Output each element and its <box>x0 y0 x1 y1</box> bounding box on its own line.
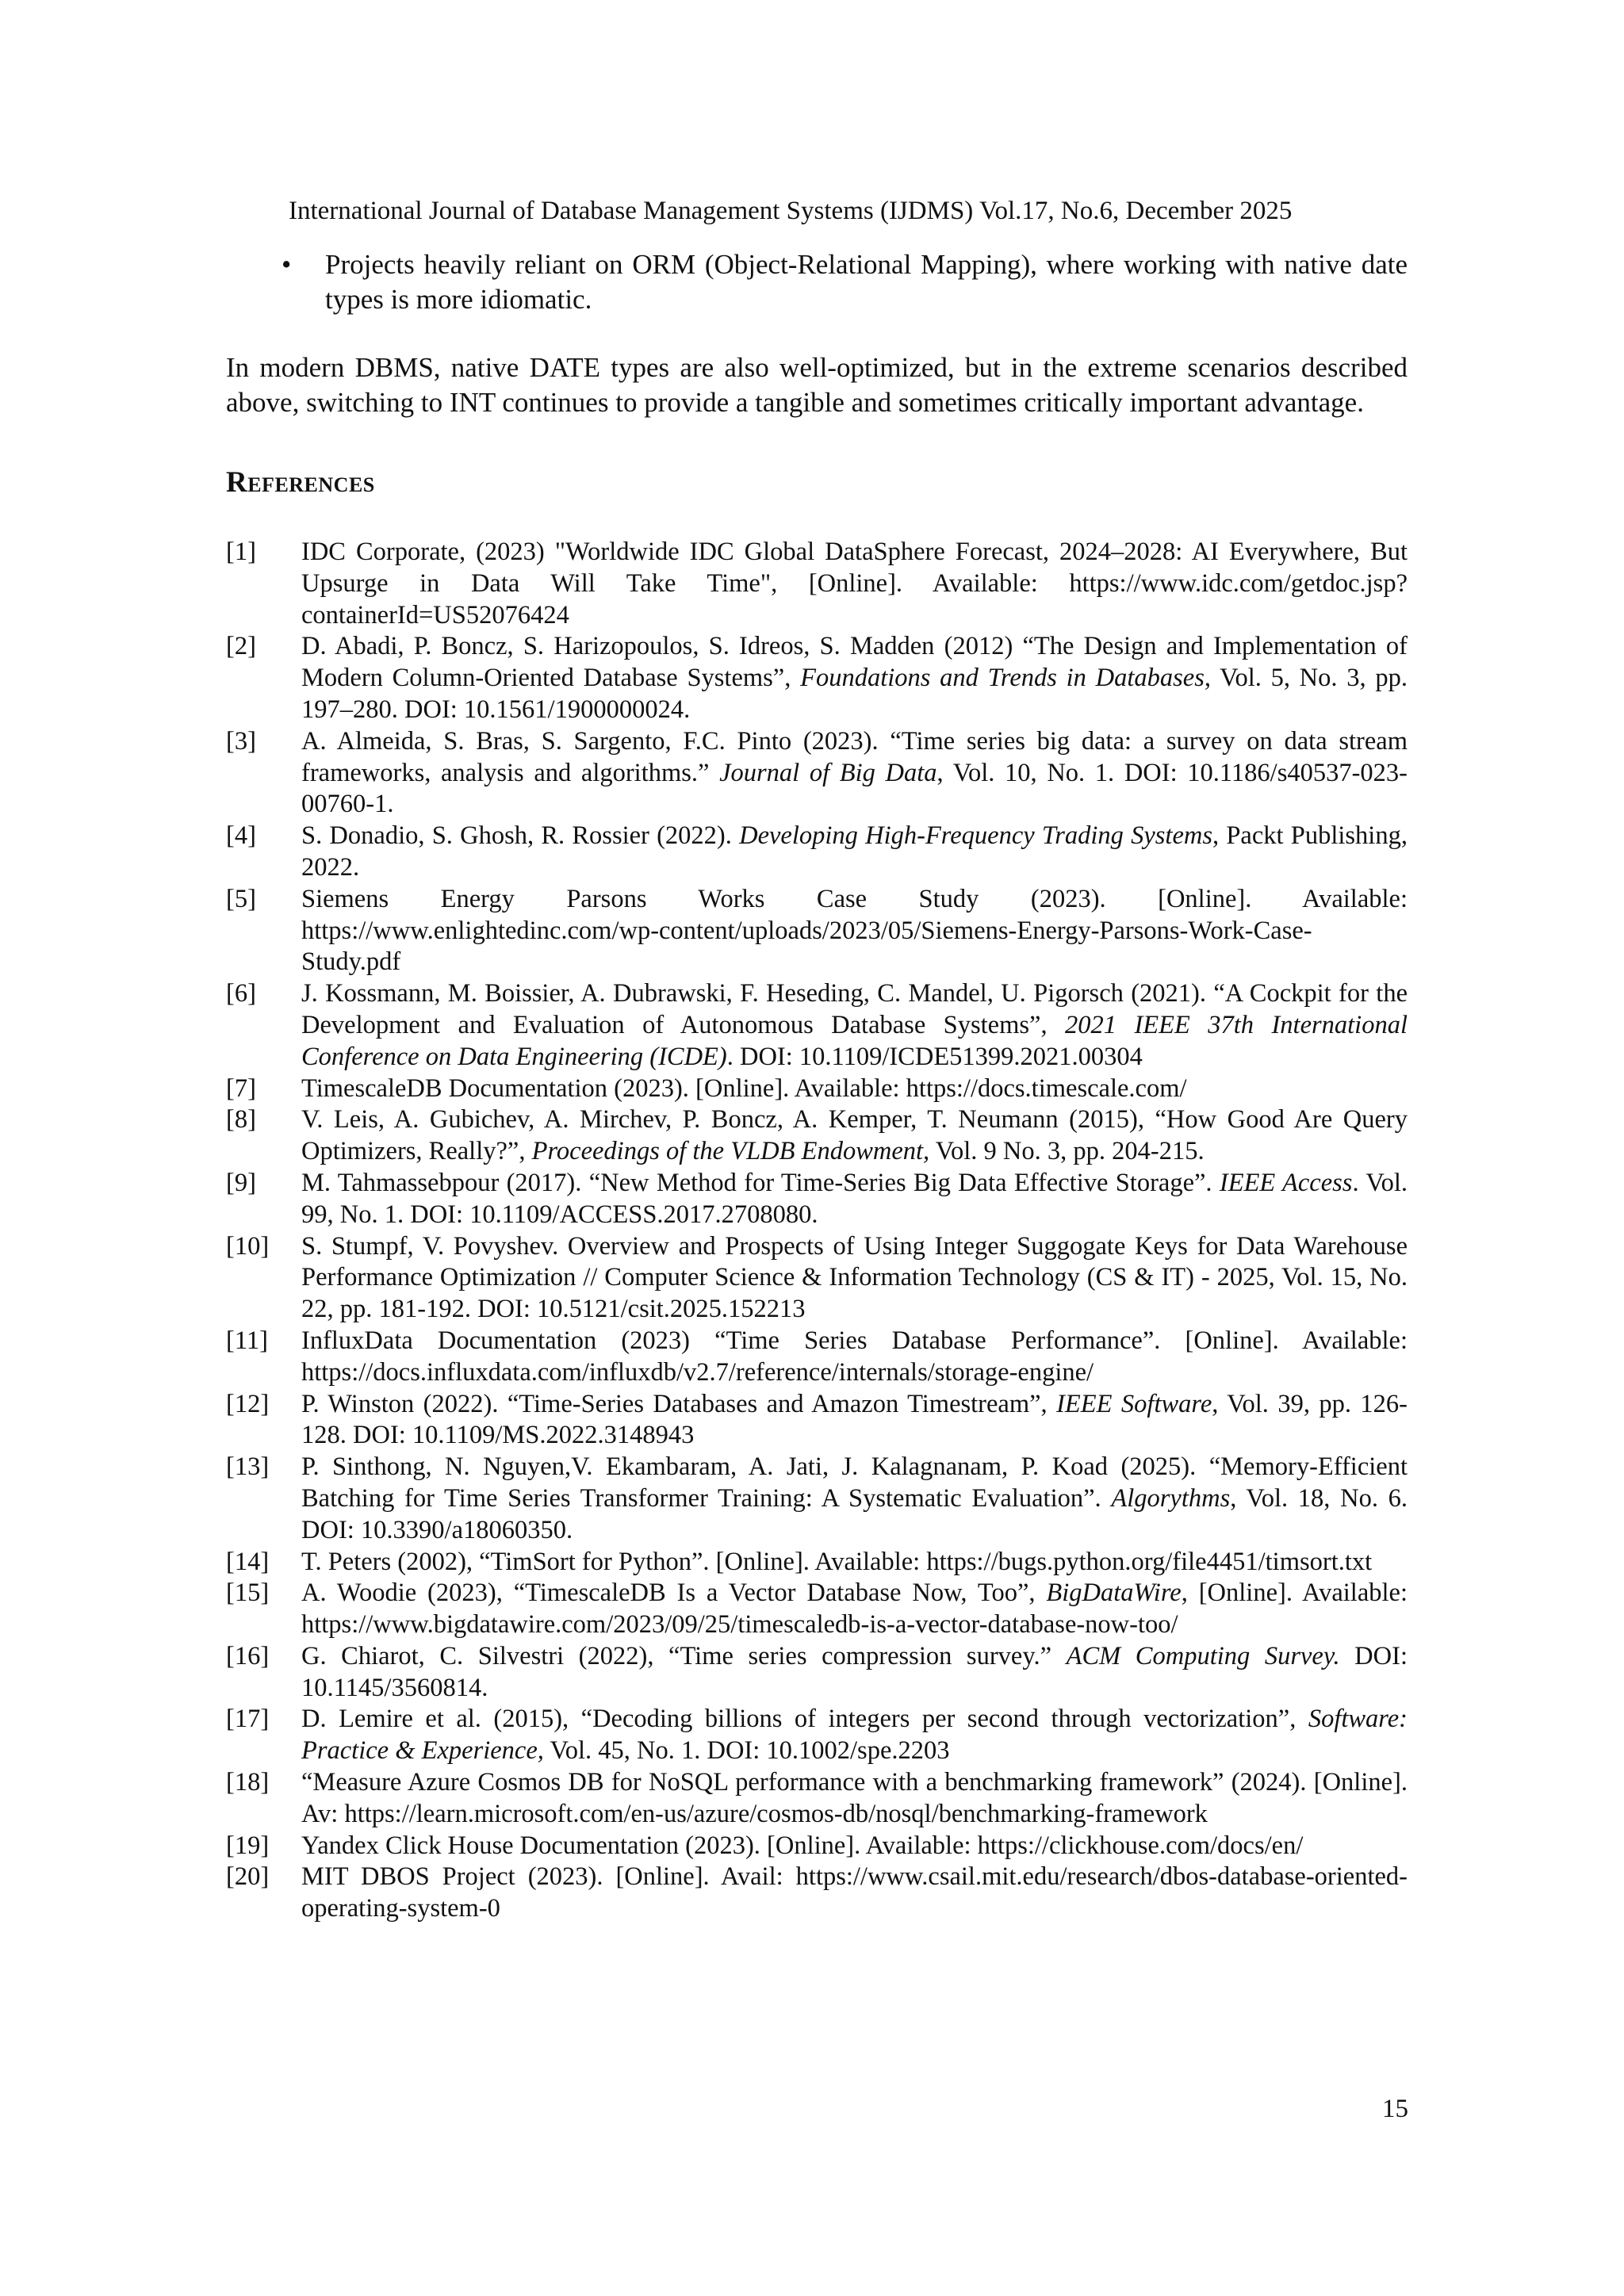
reference-number: [12] <box>226 1389 270 1418</box>
reference-segment: D. Abadi, P. Boncz, S. Harizopoulos, S. Idreos, S. Madden (2012) “The Design and Implementation of Modern Column-Oriented Database Systems”, <box>301 632 1408 693</box>
reference-segment: InfluxData Documentation (2023) “Time Series Database Performance”. [Online]. Available: https://docs.influxdata.com/influxdb/v2.7/reference/internals/storage-engine/ <box>301 1326 1408 1387</box>
page-number: 15 <box>1382 2095 1408 2123</box>
reference-segment: “Measure Azure Cosmos DB for NoSQL performance with a benchmarking framework” (2024). [Online]. Av: https://learn.microsoft.com/en-us/azure/cosmos-db/nosql/benchmarking-framework <box>301 1768 1408 1828</box>
reference-segment: D. Lemire et al. (2015), “Decoding billions of integers per second through vectorization”, <box>301 1705 1308 1734</box>
reference-segment: . DOI: 10.1109/ICDE51399.2021.00304 <box>726 1042 1143 1071</box>
reference-number: [7] <box>226 1073 256 1103</box>
reference-segment: A. Almeida, S. Bras, S. Sargento, F.C. Pinto (2023). “Time series big data: a survey on data stream frameworks, analysis and algorithms.” <box>301 726 1408 787</box>
reference-segment: . Vol. 99, No. 1. DOI: 10.1109/ACCESS.2017.2708080. <box>301 1168 1408 1229</box>
reference-item <box>226 1862 1408 1925</box>
reference-text <box>301 1704 1408 1767</box>
reference-item <box>226 1231 1408 1326</box>
reference-number: [2] <box>226 632 256 661</box>
reference-segment: IDC Corporate, (2023) "Worldwide IDC Global DataSphere Forecast, 2024–2028: AI Everywhere, But Upsurge in Data Will Take Time", [Online]. Available: https://www.idc.com/getdoc.jsp?containerId=US52076424 <box>301 538 1408 629</box>
reference-item <box>226 1831 1408 1862</box>
reference-item <box>226 1452 1408 1546</box>
reference-segment: Vol. 45, No. 1. DOI: 10.1002/spe.2203 <box>543 1736 950 1766</box>
reference-segment: G. Chiarot, C. Silvestri (2022), “Time series compression survey.” <box>301 1641 1067 1670</box>
reference-text <box>301 631 1408 725</box>
closing-paragraph: In modern DBMS, native DATE types are also well-optimized, but in the extreme scenarios described above, switching to INT continues to provide a tangible and sometimes critically important advantage. <box>226 352 1408 418</box>
bullet-item <box>226 247 1408 316</box>
reference-segment: , Vol. 18, No. 6. DOI: 10.3390/a18060350. <box>301 1483 1408 1544</box>
bullet-list <box>226 247 1408 316</box>
reference-venue: Algorythms <box>1111 1483 1231 1513</box>
reference-segment: Vol. 9 No. 3, pp. 204-215. <box>929 1137 1205 1166</box>
reference-venue: IEEE Access <box>1219 1168 1353 1197</box>
reference-text <box>301 1452 1408 1546</box>
bullet-text: Projects heavily reliant on ORM (Object-Relational Mapping), where working with native date types is more idiomatic. <box>325 249 1408 315</box>
reference-segment: J. Kossmann, M. Boissier, A. Dubrawski, F. Heseding, C. Mandel, U. Pigorsch (2021). “A Cockpit for the Development and Evaluation of Autonomous Database Systems”, <box>301 979 1408 1039</box>
page-content <box>226 247 1408 1925</box>
reference-venue: Proceedings of the VLDB Endowment, <box>531 1137 930 1166</box>
reference-number: [6] <box>226 979 256 1008</box>
reference-item <box>226 1168 1408 1231</box>
reference-segment: S. Donadio, S. Ghosh, R. Rossier (2022). <box>301 821 740 851</box>
reference-segment: , [Online]. Available: https://www.bigdatawire.com/2023/09/25/timescaledb-is-a-vector-database-now-too/ <box>301 1578 1408 1640</box>
reference-text <box>301 978 1408 1073</box>
reference-item <box>226 1389 1408 1452</box>
reference-number: [18] <box>226 1768 270 1797</box>
reference-item <box>226 537 1408 631</box>
reference-text <box>301 821 1408 884</box>
reference-number: [16] <box>226 1641 270 1670</box>
reference-text <box>301 884 1408 978</box>
reference-segment: Yandex Click House Documentation (2023). [Online]. Available: https://clickhouse.com/docs/en/ <box>301 1831 1304 1860</box>
reference-segment: , Vol. 39, pp. 126-128. DOI: 10.1109/MS.2022.3148943 <box>301 1389 1408 1450</box>
reference-text <box>301 537 1408 631</box>
reference-number: [19] <box>226 1831 270 1860</box>
reference-list <box>226 537 1408 1925</box>
reference-segment: V. Leis, A. Gubichev, A. Mirchev, P. Boncz, A. Kemper, T. Neumann (2015), “How Good Are Query Optimizers, Really?”, <box>301 1105 1408 1166</box>
reference-number: [17] <box>226 1705 270 1734</box>
reference-number: [15] <box>226 1578 270 1608</box>
reference-segment: , Packt Publishing, 2022. <box>301 821 1408 882</box>
reference-segment: DOI: 10.1145/3560814. <box>301 1641 1408 1702</box>
reference-segment: Siemens Energy Parsons Works Case Study (2023). [Online]. Available: https://www.enlightedinc.com/wp-content/uploads/2023/05/Siemens-Energy-Parsons-Work-Case-Study.pdf <box>301 884 1408 977</box>
reference-number: [1] <box>226 538 256 566</box>
reference-item <box>226 978 1408 1073</box>
reference-venue: BigDataWire <box>1046 1578 1182 1608</box>
reference-text <box>301 1231 1408 1326</box>
reference-item <box>226 1641 1408 1705</box>
reference-venue: Software: Practice & Experience, <box>301 1705 1408 1766</box>
reference-segment: TimescaleDB Documentation (2023). [Online]. Available: https://docs.timescale.com/ <box>301 1073 1187 1103</box>
reference-number: [8] <box>226 1105 256 1135</box>
reference-text <box>301 1767 1408 1831</box>
reference-item <box>226 631 1408 725</box>
reference-venue: 2021 IEEE 37th International Conference on Data Engineering (ICDE) <box>301 1010 1408 1071</box>
reference-text <box>301 1862 1408 1925</box>
reference-number: [3] <box>226 726 256 756</box>
reference-text <box>301 1073 1408 1105</box>
references-heading: References <box>226 466 375 499</box>
reference-segment: A. Woodie (2023), “TimescaleDB Is a Vector Database Now, Too”, <box>301 1578 1047 1608</box>
reference-text <box>301 1641 1408 1705</box>
reference-text <box>301 1831 1408 1862</box>
reference-text <box>301 1326 1408 1389</box>
reference-text <box>301 1547 1408 1578</box>
reference-segment: S. Stumpf, V. Povyshev. Overview and Prospects of Using Integer Suggogate Keys for Data Warehouse Performance Optimization // Computer Science & Information Technology (CS & IT) - 2025, Vol. 15, No. 22, pp. 181-192. DOI: 10.5121/csit.2025.152213 <box>301 1231 1408 1324</box>
reference-text <box>301 1389 1408 1452</box>
reference-text <box>301 1578 1408 1641</box>
reference-item <box>226 1104 1408 1168</box>
reference-segment: MIT DBOS Project (2023). [Online]. Avail: https://www.csail.mit.edu/research/dbos-database-oriented-operating-system-0 <box>301 1862 1408 1923</box>
reference-segment: , Vol. 5, No. 3, pp. 197–280. DOI: 10.1561/1900000024. <box>301 664 1408 724</box>
reference-venue: Foundations and Trends in Databases <box>800 664 1205 693</box>
reference-segment: M. Tahmassebpour (2017). “New Method for Time-Series Big Data Effective Storage”. <box>301 1168 1220 1197</box>
reference-item <box>226 1578 1408 1641</box>
reference-venue: Journal of Big Data <box>719 758 937 787</box>
reference-item <box>226 726 1408 821</box>
reference-item <box>226 884 1408 978</box>
reference-item <box>226 821 1408 884</box>
reference-number: [5] <box>226 884 256 913</box>
reference-item <box>226 1547 1408 1578</box>
reference-item <box>226 1073 1408 1105</box>
bullet-mark: • <box>282 249 292 280</box>
reference-text <box>301 1168 1408 1231</box>
reference-item <box>226 1704 1408 1767</box>
reference-venue: Developing High-Frequency Trading Systems <box>739 821 1212 851</box>
reference-segment: P. Winston (2022). “Time-Series Databases and Amazon Timestream”, <box>301 1389 1057 1418</box>
reference-number: [11] <box>226 1326 268 1355</box>
running-header: International Journal of Database Management Systems (IJDMS) Vol.17, No.6, December 2025 <box>289 197 1293 225</box>
reference-segment: , Vol. 10, No. 1. DOI: 10.1186/s40537-023-00760-1. <box>301 758 1408 819</box>
reference-number: [13] <box>226 1452 270 1482</box>
reference-text <box>301 1104 1408 1168</box>
reference-venue: IEEE Software <box>1056 1389 1212 1418</box>
reference-segment: T. Peters (2002), “TimSort for Python”. [Online]. Available: https://bugs.python.org/file4451/timsort.txt <box>301 1547 1373 1576</box>
reference-item <box>226 1767 1408 1831</box>
reference-item <box>226 1326 1408 1389</box>
reference-venue: ACM Computing Survey. <box>1066 1641 1340 1670</box>
reference-number: [10] <box>226 1231 270 1261</box>
reference-number: [9] <box>226 1168 256 1197</box>
reference-number: [20] <box>226 1862 270 1892</box>
reference-number: [4] <box>226 821 256 851</box>
reference-number: [14] <box>226 1547 270 1576</box>
reference-segment: P. Sinthong, N. Nguyen,V. Ekambaram, A. Jati, J. Kalagnanam, P. Koad (2025). “Memory-Efficient Batching for Time Series Transformer Training: A Systematic Evaluation”. <box>301 1452 1408 1513</box>
reference-text <box>301 726 1408 821</box>
